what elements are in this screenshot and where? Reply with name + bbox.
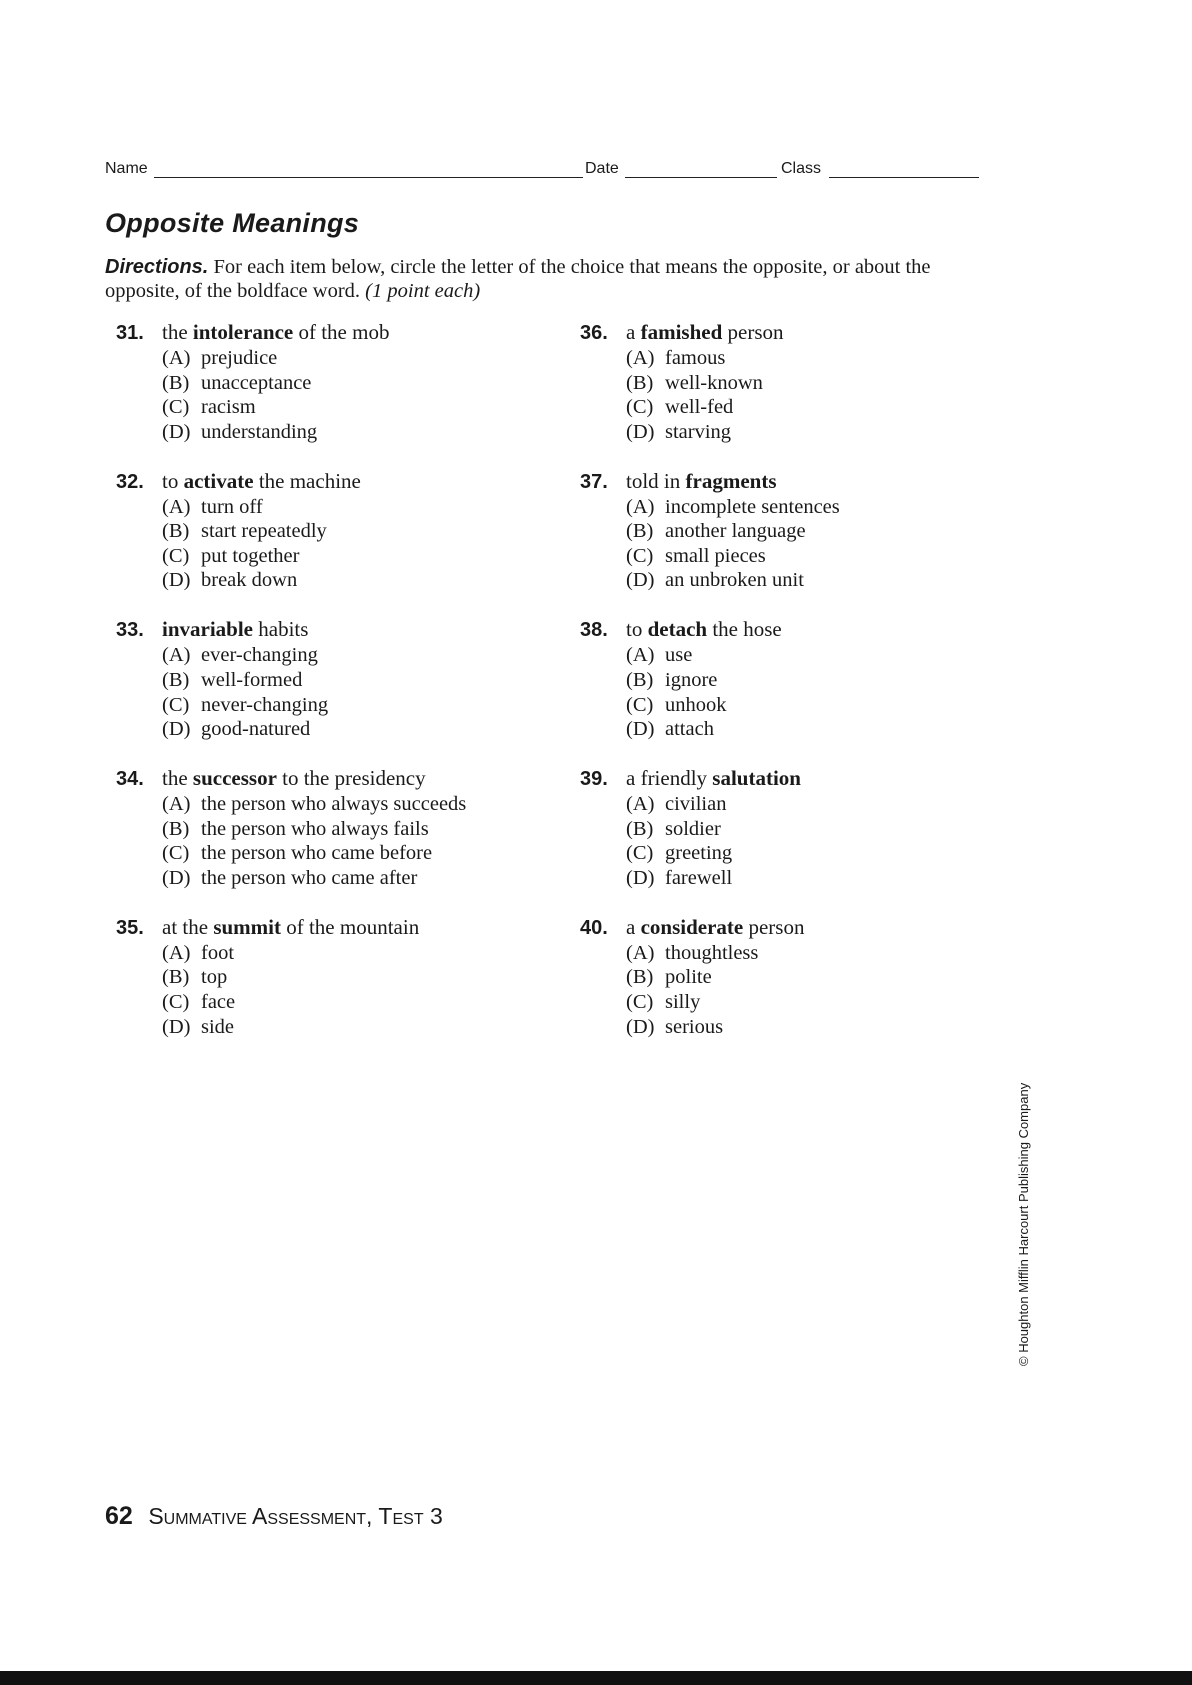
question-stem: 39. a friendly salutation	[580, 764, 1040, 792]
answer-choice[interactable]	[162, 371, 576, 396]
answer-choice[interactable]	[626, 965, 1040, 990]
choice-list	[116, 495, 576, 593]
choice-letter[interactable]: (D)	[162, 420, 191, 443]
boldface-word: invariable	[162, 617, 254, 642]
question-number: 36.	[580, 322, 608, 344]
question-item	[116, 318, 576, 467]
answer-choice[interactable]	[626, 495, 1040, 520]
question-stem: 35. at the summit of the mountain	[116, 913, 576, 941]
copyright-notice: © Houghton Mifflin Harcourt Publishing Company	[1016, 1082, 1031, 1366]
question-stem: 33. invariable habits	[116, 615, 576, 643]
scan-edge	[0, 1671, 1192, 1685]
answer-choice[interactable]	[162, 420, 576, 445]
question-item	[116, 615, 576, 764]
boldface-word: activate	[183, 468, 254, 493]
question-item	[580, 467, 1040, 616]
choice-letter[interactable]: (B)	[626, 668, 654, 691]
date-field-line[interactable]	[625, 177, 777, 178]
choice-list	[116, 792, 576, 890]
choice-text: farewell	[665, 866, 733, 889]
answer-choice[interactable]	[626, 668, 1040, 693]
answer-choice[interactable]	[626, 941, 1040, 966]
choice-letter[interactable]: (A)	[626, 793, 655, 816]
choice-letter[interactable]: (A)	[162, 644, 191, 667]
answer-choice[interactable]	[626, 519, 1040, 544]
question-item	[116, 913, 576, 1062]
choice-letter[interactable]: (C)	[626, 396, 654, 419]
question-item	[580, 615, 1040, 764]
choice-letter[interactable]: (C)	[626, 990, 654, 1013]
name-label: Name	[105, 160, 148, 177]
choice-text: the person who always succeeds	[201, 793, 467, 816]
choice-letter[interactable]: (B)	[162, 371, 190, 394]
choice-letter[interactable]: (B)	[626, 966, 654, 989]
question-stem: 34. the successor to the presidency	[116, 764, 576, 792]
question-stem: 31. the intolerance of the mob	[116, 318, 576, 346]
answer-choice[interactable]	[162, 346, 576, 371]
answer-choice[interactable]	[162, 519, 576, 544]
answer-choice[interactable]	[162, 668, 576, 693]
directions	[105, 255, 1005, 303]
question-number: 39.	[580, 768, 608, 791]
choice-list	[580, 792, 1040, 890]
choice-list	[580, 495, 1040, 593]
choice-letter[interactable]: (C)	[162, 990, 190, 1013]
boldface-word: famished	[640, 320, 723, 344]
directions-text: For each item below, circle the letter of the choice that means the opposite, or about the opposite, of the boldface word.	[105, 256, 931, 302]
choice-text: silly	[665, 990, 701, 1013]
questions-left-column	[116, 318, 576, 1061]
choice-list	[580, 941, 1040, 1039]
answer-choice[interactable]	[626, 817, 1040, 842]
choice-text: top	[201, 966, 228, 989]
choice-letter[interactable]: (C)	[162, 842, 190, 865]
choice-text: use	[665, 644, 693, 667]
answer-choice[interactable]	[626, 866, 1040, 891]
choice-letter[interactable]: (D)	[162, 866, 191, 889]
choice-text: put together	[201, 544, 300, 567]
choice-letter[interactable]: (D)	[626, 420, 655, 443]
choice-text: the person who came before	[201, 842, 433, 865]
choice-text: the person who came after	[201, 866, 418, 889]
boldface-word: summit	[213, 914, 281, 939]
choice-letter[interactable]: (A)	[162, 495, 191, 518]
choice-text: another language	[665, 520, 806, 543]
choice-letter[interactable]: (B)	[162, 966, 190, 989]
question-number: 32.	[116, 470, 144, 493]
choice-text: never-changing	[201, 693, 329, 716]
answer-choice[interactable]	[162, 395, 576, 420]
choice-letter[interactable]: (A)	[626, 941, 655, 964]
answer-choice[interactable]	[626, 643, 1040, 668]
class-label: Class	[781, 160, 822, 177]
choice-text: an unbroken unit	[665, 569, 804, 592]
answer-choice[interactable]	[626, 371, 1040, 396]
question-number: 31.	[116, 322, 144, 344]
choice-list	[116, 346, 576, 444]
choice-text: foot	[201, 941, 235, 964]
page-number: 62	[105, 1502, 133, 1530]
choice-text: unacceptance	[201, 371, 312, 394]
boldface-word: detach	[647, 617, 708, 642]
choice-list	[580, 643, 1040, 741]
directions-label: Directions.	[105, 256, 209, 278]
choice-text: serious	[665, 1015, 724, 1038]
choice-letter[interactable]: (C)	[162, 544, 190, 567]
choice-letter[interactable]: (B)	[626, 371, 654, 394]
choice-text: polite	[665, 966, 712, 989]
choice-letter[interactable]: (D)	[626, 718, 655, 741]
answer-choice[interactable]	[162, 866, 576, 891]
boldface-word: intolerance	[192, 320, 294, 344]
answer-choice[interactable]	[626, 693, 1040, 718]
choice-letter[interactable]: (C)	[626, 693, 654, 716]
choice-letter[interactable]: (A)	[162, 793, 191, 816]
choice-text: well-fed	[665, 396, 734, 419]
answer-choice[interactable]	[162, 841, 576, 866]
choice-letter[interactable]: (A)	[162, 347, 191, 369]
question-stem: 38. to detach the hose	[580, 615, 1040, 643]
choice-letter[interactable]: (A)	[162, 941, 191, 964]
choice-letter[interactable]: (A)	[626, 347, 655, 369]
boldface-word: salutation	[712, 766, 801, 791]
answer-choice[interactable]	[162, 693, 576, 718]
choice-letter[interactable]: (D)	[162, 1015, 191, 1038]
choice-text: the person who always fails	[201, 817, 429, 840]
name-field-line[interactable]	[154, 177, 583, 178]
answer-choice[interactable]	[626, 717, 1040, 742]
choice-text: racism	[201, 396, 256, 419]
answer-choice[interactable]	[626, 395, 1040, 420]
choice-text: greeting	[665, 842, 733, 865]
questions-right-column	[580, 318, 1040, 1061]
answer-choice[interactable]	[626, 1015, 1040, 1040]
question-number: 37.	[580, 470, 608, 493]
date-label: Date	[585, 160, 619, 177]
boldface-word: successor	[192, 766, 277, 791]
choice-text: ever-changing	[201, 644, 318, 667]
choice-letter[interactable]: (D)	[626, 866, 655, 889]
choice-letter[interactable]: (D)	[626, 1015, 655, 1038]
choice-text: start repeatedly	[201, 520, 327, 543]
question-stem: 40. a considerate person	[580, 913, 1040, 941]
choice-letter[interactable]: (C)	[162, 396, 190, 419]
boldface-word: considerate	[640, 914, 744, 939]
question-stem: 32. to activate the machine	[116, 467, 576, 495]
question-item	[580, 913, 1040, 1062]
answer-choice[interactable]	[162, 495, 576, 520]
question-item	[116, 764, 576, 913]
question-item	[116, 467, 576, 616]
question-number: 34.	[116, 768, 144, 791]
question-number: 40.	[580, 916, 608, 939]
choice-text: ignore	[665, 668, 718, 691]
choice-letter[interactable]: (B)	[162, 817, 190, 840]
choice-text: well-formed	[201, 668, 303, 691]
choice-text: face	[201, 990, 236, 1013]
answer-choice[interactable]	[162, 1015, 576, 1040]
choice-text: turn off	[201, 495, 263, 518]
choice-text: break down	[201, 569, 298, 592]
choice-letter[interactable]: (B)	[626, 520, 654, 543]
answer-choice[interactable]	[626, 990, 1040, 1015]
choice-text: good-natured	[201, 718, 311, 741]
choice-text: understanding	[201, 420, 318, 443]
answer-choice[interactable]	[162, 965, 576, 990]
choice-letter[interactable]: (D)	[626, 569, 655, 592]
choice-text: incomplete sentences	[665, 495, 840, 518]
choice-letter[interactable]: (A)	[626, 644, 655, 667]
points-note: (1 point each)	[365, 280, 481, 302]
question-stem: 36. a famished person	[580, 318, 1040, 346]
choice-text: civilian	[665, 793, 727, 816]
choice-letter[interactable]: (B)	[162, 520, 190, 543]
student-info-header	[105, 160, 980, 184]
answer-choice[interactable]	[626, 792, 1040, 817]
choice-letter[interactable]: (C)	[626, 544, 654, 567]
choice-letter[interactable]: (C)	[162, 693, 190, 716]
choice-text: starving	[665, 420, 732, 443]
choice-letter[interactable]: (B)	[626, 817, 654, 840]
choice-letter[interactable]: (A)	[626, 495, 655, 518]
boldface-word: fragments	[685, 468, 777, 493]
choice-list	[116, 941, 576, 1039]
question-number: 33.	[116, 619, 144, 642]
choice-list	[580, 346, 1040, 444]
choice-text: well-known	[665, 371, 763, 394]
answer-choice[interactable]	[626, 346, 1040, 371]
class-field-line[interactable]	[829, 177, 979, 178]
answer-choice[interactable]	[162, 792, 576, 817]
answer-choice[interactable]	[162, 717, 576, 742]
page-title: Opposite Meanings	[105, 208, 360, 238]
answer-choice[interactable]	[162, 990, 576, 1015]
choice-text: famous	[665, 347, 726, 369]
answer-choice[interactable]	[626, 841, 1040, 866]
choice-letter[interactable]: (C)	[626, 842, 654, 865]
answer-choice[interactable]	[162, 568, 576, 593]
choice-text: attach	[665, 718, 714, 741]
choice-text: soldier	[665, 817, 721, 840]
choice-text: thoughtless	[665, 941, 759, 964]
question-number: 35.	[116, 916, 144, 939]
answer-choice[interactable]	[162, 941, 576, 966]
answer-choice[interactable]	[626, 420, 1040, 445]
answer-choice[interactable]	[626, 544, 1040, 569]
footer-title: Summative Assessment, Test 3	[148, 1503, 443, 1529]
choice-text: side	[201, 1015, 235, 1038]
answer-choice[interactable]	[162, 643, 576, 668]
answer-choice[interactable]	[626, 568, 1040, 593]
choice-letter[interactable]: (D)	[162, 569, 191, 592]
choice-text: prejudice	[201, 347, 278, 369]
choice-letter[interactable]: (B)	[162, 668, 190, 691]
answer-choice[interactable]	[162, 817, 576, 842]
choice-letter[interactable]: (D)	[162, 718, 191, 741]
page-footer	[105, 1502, 443, 1531]
question-number: 38.	[580, 619, 608, 642]
choice-text: small pieces	[665, 544, 766, 567]
choice-list	[116, 643, 576, 741]
choice-text: unhook	[665, 693, 727, 716]
question-item	[580, 318, 1040, 467]
question-item	[580, 764, 1040, 913]
answer-choice[interactable]	[162, 544, 576, 569]
question-stem: 37. told in fragments	[580, 467, 1040, 495]
